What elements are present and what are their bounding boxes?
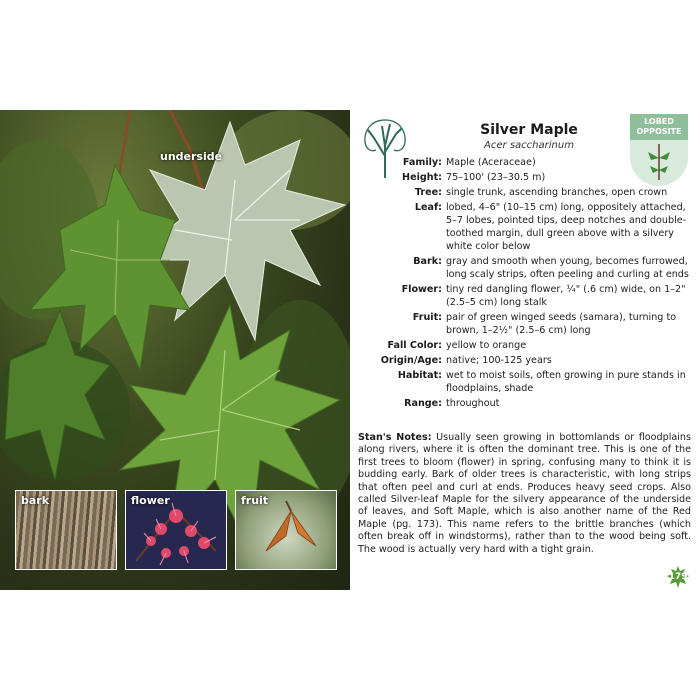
bark-label: bark: [21, 494, 50, 507]
fact-key: Bark:: [413, 256, 442, 267]
flower-label: flower: [131, 494, 170, 507]
fruit-inset-photo: [235, 490, 337, 570]
fact-value: pair of green winged seeds (samara), turning to brown, 1–2½" (2.5–6 cm) long: [446, 312, 677, 336]
page-number-badge: [667, 566, 689, 588]
fact-value: wet to moist soils, often growing in pure stands in floodplains, shade: [446, 370, 686, 394]
flower-inset-photo: [125, 490, 227, 570]
leaf-photo: [0, 110, 350, 590]
fact-leaf: [350, 201, 695, 253]
fact-flower: [350, 283, 695, 309]
latin-name: Acer saccharinum: [484, 140, 574, 151]
fact-value: 75–100' (23–30.5 m): [446, 172, 546, 183]
text-page: [350, 110, 700, 590]
fact-key: Height:: [402, 172, 442, 183]
fact-key: Range:: [404, 398, 442, 409]
fact-key: Fruit:: [412, 312, 442, 323]
fact-value: lobed, 4–6" (10–15 cm) long, oppositely attached, 5–7 lobes, pointed tips, deep notches and double-toothed margin, dull green above with a silvery white color below: [446, 202, 687, 252]
page-number: 179: [668, 572, 688, 582]
book-spread: [0, 110, 700, 590]
fact-value: Maple (Aceraceae): [446, 157, 536, 168]
fact-key: Habitat:: [397, 370, 442, 381]
fact-key: Origin/Age:: [380, 355, 442, 366]
fact-value: yellow to orange: [446, 340, 527, 351]
fact-habitat: [350, 369, 695, 395]
fact-key: Fall Color:: [387, 340, 442, 351]
stans-notes: [358, 432, 691, 556]
fact-key: Flower:: [401, 284, 442, 295]
fact-value: tiny red dangling flower, ¼" (.6 cm) wide, on 1–2" (2.5–5 cm) long stalk: [446, 284, 686, 308]
fact-height: [350, 171, 695, 184]
badge-opposite: OPPOSITE: [636, 127, 682, 136]
badge-band: [630, 114, 688, 140]
fact-value: native; 100-125 years: [446, 355, 552, 366]
bark-inset-photo: [15, 490, 117, 570]
fact-tree: [350, 186, 695, 199]
fact-list: [350, 156, 695, 412]
fact-key: Tree:: [414, 187, 442, 198]
fact-value: gray and smooth when young, becomes furrowed, long scaly strips, often peeling and curling at ends: [446, 256, 689, 280]
badge-lobed: LOBED: [644, 117, 674, 126]
fact-value: single trunk, ascending branches, open crown: [446, 187, 668, 198]
fact-key: Leaf:: [414, 202, 442, 213]
fact-bark: [350, 255, 695, 281]
species-title: Silver Maple: [480, 122, 578, 138]
notes-text: Usually seen growing in bottomlands or floodplains along rivers, where it is often the dominant tree. This is one of the first trees to bloom (flower) in spring, confusing many to think it is budding early. Bark of older trees is characteristic, with long strips that often peel and curl at ends. Produces heavy seed crops. Also called Silver-leaf Maple for the silvery appearance of the underside of leaves, and Soft Maple, which is also another name of the Red Maple (pg. 173). This name refers to the brittle branches (which often break off in windstorms), rather than to the wood being soft. The wood is actually very hard with a tight grain.: [358, 432, 691, 555]
underside-label: underside: [160, 150, 223, 163]
fact-family: [350, 156, 695, 169]
notes-label: Stan's Notes:: [358, 432, 432, 443]
fact-fall-color: [350, 339, 695, 352]
fact-key: Family:: [402, 157, 442, 168]
fact-origin-age: [350, 354, 695, 367]
fact-range: [350, 397, 695, 410]
fruit-label: fruit: [241, 494, 269, 507]
fact-value: throughout: [446, 398, 500, 409]
fact-fruit: [350, 311, 695, 337]
